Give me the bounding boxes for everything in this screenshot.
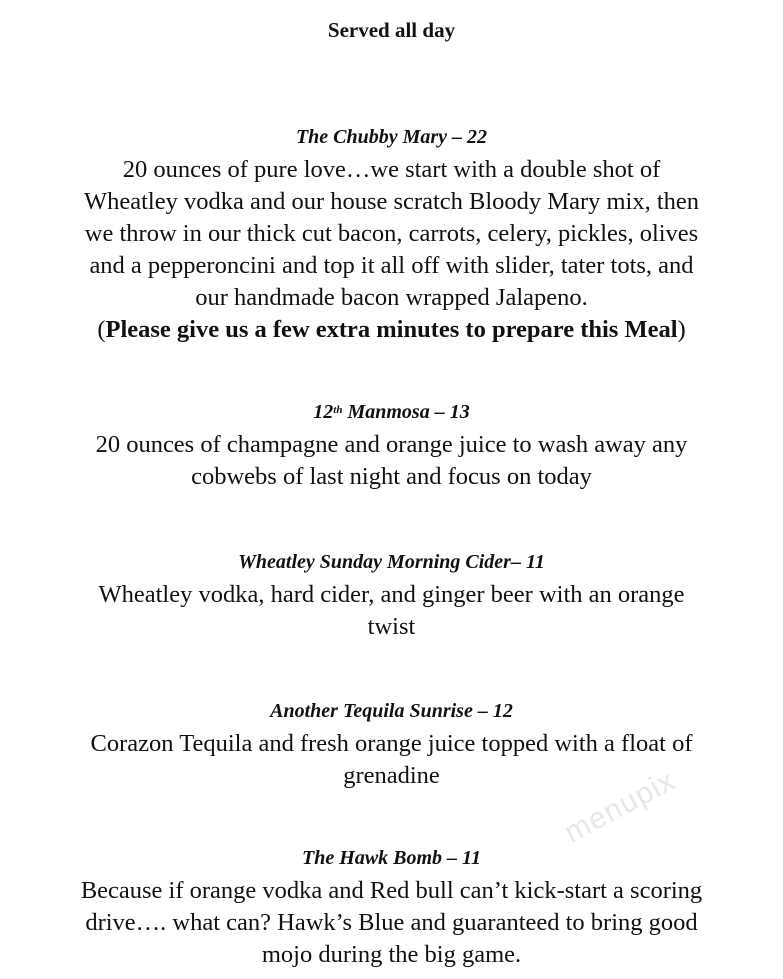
desc-line: mojo during the big game. xyxy=(261,941,522,968)
item-description xyxy=(30,429,753,493)
title-ordinal-suffix: th xyxy=(333,404,343,416)
item-title: The Hawk Bomb – 11 xyxy=(302,847,481,869)
menu-item-hawk-bomb xyxy=(30,845,753,971)
desc-line: Wheatley vodka, hard cider, and ginger beer with an orange xyxy=(98,581,685,608)
desc-line: cobwebs of last night and focus on today xyxy=(191,463,592,490)
item-description xyxy=(30,875,753,971)
desc-line: twist xyxy=(367,613,416,640)
note-open-paren: ( xyxy=(97,316,106,343)
item-title: The Chubby Mary – 22 xyxy=(295,126,488,148)
menu-item-manmosa xyxy=(30,399,753,493)
title-number: 12 xyxy=(313,401,334,423)
item-description xyxy=(30,154,753,314)
desc-line: 20 ounces of pure love…we start with a double shot of xyxy=(122,156,661,183)
menu-item-morning-cider xyxy=(30,549,753,643)
item-title: Wheatley Sunday Morning Cider– 11 xyxy=(238,551,545,573)
desc-line: Wheatley vodka and our house scratch Bloody Mary mix, then xyxy=(83,188,700,215)
desc-line: grenadine xyxy=(343,762,440,789)
desc-line: Because if orange vodka and Red bull can’t kick-start a scoring xyxy=(80,877,703,904)
item-title xyxy=(30,399,753,425)
desc-line: we throw in our thick cut bacon, carrots, celery, pickles, olives xyxy=(84,220,699,247)
note-close-paren: ) xyxy=(677,316,686,343)
item-title: Another Tequila Sunrise – 12 xyxy=(270,700,513,722)
desc-line: 20 ounces of champagne and orange juice to wash away any xyxy=(95,431,688,458)
desc-line: and a pepperoncini and top it all off with slider, tater tots, and xyxy=(89,252,694,279)
note-bold-text: Please give us a few extra minutes to prepare this Meal xyxy=(105,316,678,343)
item-description xyxy=(30,579,753,643)
desc-line: Corazon Tequila and fresh orange juice topped with a float of xyxy=(90,730,693,757)
prep-note xyxy=(30,314,753,346)
menu-item-chubby-mary xyxy=(30,124,753,346)
menu-header: Served all day xyxy=(327,18,456,42)
watermark-logo: menupix xyxy=(559,763,681,850)
title-rest: Manmosa – 13 xyxy=(342,401,470,423)
desc-line: drive…. what can? Hawk’s Blue and guaranteed to bring good xyxy=(85,909,698,936)
desc-line: our handmade bacon wrapped Jalapeno. xyxy=(195,284,588,311)
